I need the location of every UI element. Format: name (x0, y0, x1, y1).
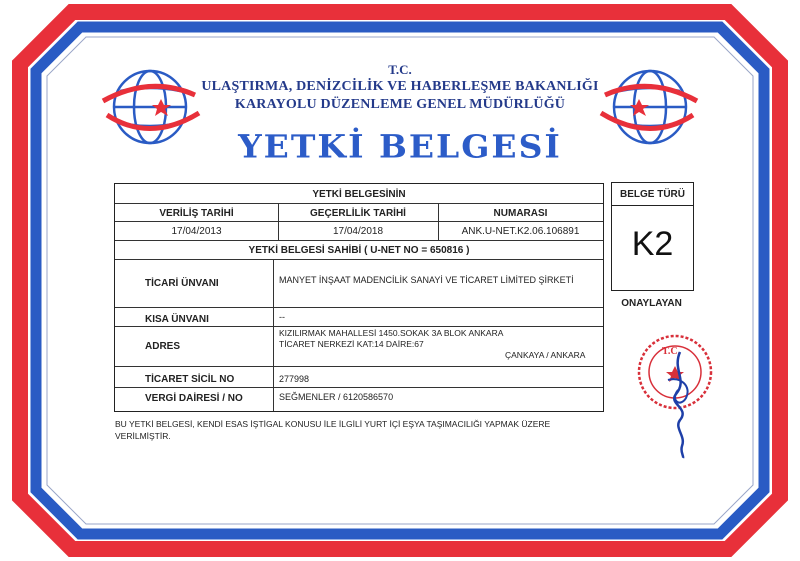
holder-title: YETKİ BELGESİ SAHİBİ ( U-NET NO = 650816 ) (248, 245, 470, 256)
validity-date-value: 17/04/2018 (332, 226, 384, 237)
issue-date-value: 17/04/2013 (171, 226, 222, 237)
document-number-value: ANK.U-NET.K2.06.106891 (461, 226, 580, 237)
note-line-1: BU YETKİ BELGESİ, KENDİ ESAS İŞTİGAL KONUSU İLE İLGİLİ YURT İÇİ EŞYA TAŞIMACILIĞI YAPMAK ÜZERE (115, 419, 551, 429)
header-ministry: ULAŞTIRMA, DENİZCİLİK VE HABERLEŞME BAKANLIĞI (201, 79, 599, 94)
approver-label: ONAYLAYAN (621, 298, 682, 309)
header-tc: T.C. (388, 62, 412, 77)
col-header-issue-date: VERİLİŞ TARİHİ (159, 208, 234, 219)
label-short-name: KISA ÜNVANI (145, 314, 209, 325)
value-address-line2: TİCARET NERKEZİ KAT:14 DAİRE:67 (279, 339, 424, 349)
label-tax-office: VERGİ DAİRESİ / NO (145, 393, 243, 404)
validity-note (115, 418, 605, 442)
signature (650, 350, 710, 460)
label-trade-registry: TİCARET SİCİL NO (145, 374, 235, 385)
document-type-code: K2 (631, 225, 674, 263)
document-type-box (611, 182, 694, 291)
col-header-number: NUMARASI (493, 208, 548, 219)
label-address: ADRES (145, 341, 181, 352)
col-header-validity-date: GEÇERLİLİK TARİHİ (310, 208, 406, 219)
value-tax-office: SEĞMENLER / 6120586570 (279, 392, 394, 402)
document-title: YETKİ BELGESİ (238, 127, 562, 166)
document-type-label: BELGE TÜRÜ (620, 189, 685, 200)
value-trade-name: MANYET İNŞAAT MADENCİLİK SANAYİ VE TİCARET LİMİTED ŞİRKETİ (279, 275, 574, 285)
section-title: YETKİ BELGESİNİN (312, 189, 406, 200)
value-address-line3: ÇANKAYA / ANKARA (505, 350, 586, 360)
value-short-name: -- (279, 312, 285, 322)
label-trade-name: TİCARİ ÜNVANI (145, 278, 219, 289)
note-line-2: VERİLMİŞTİR. (115, 431, 171, 441)
certificate-table (114, 183, 604, 412)
seal-text: T.C. (662, 346, 681, 357)
value-trade-registry: 277998 (279, 374, 310, 384)
header-directorate: KARAYOLU DÜZENLEME GENEL MÜDÜRLÜĞÜ (234, 97, 566, 112)
value-address-line1: KIZILIRMAK MAHALLESİ 1450.SOKAK 3A BLOK ANKARA (279, 328, 504, 338)
